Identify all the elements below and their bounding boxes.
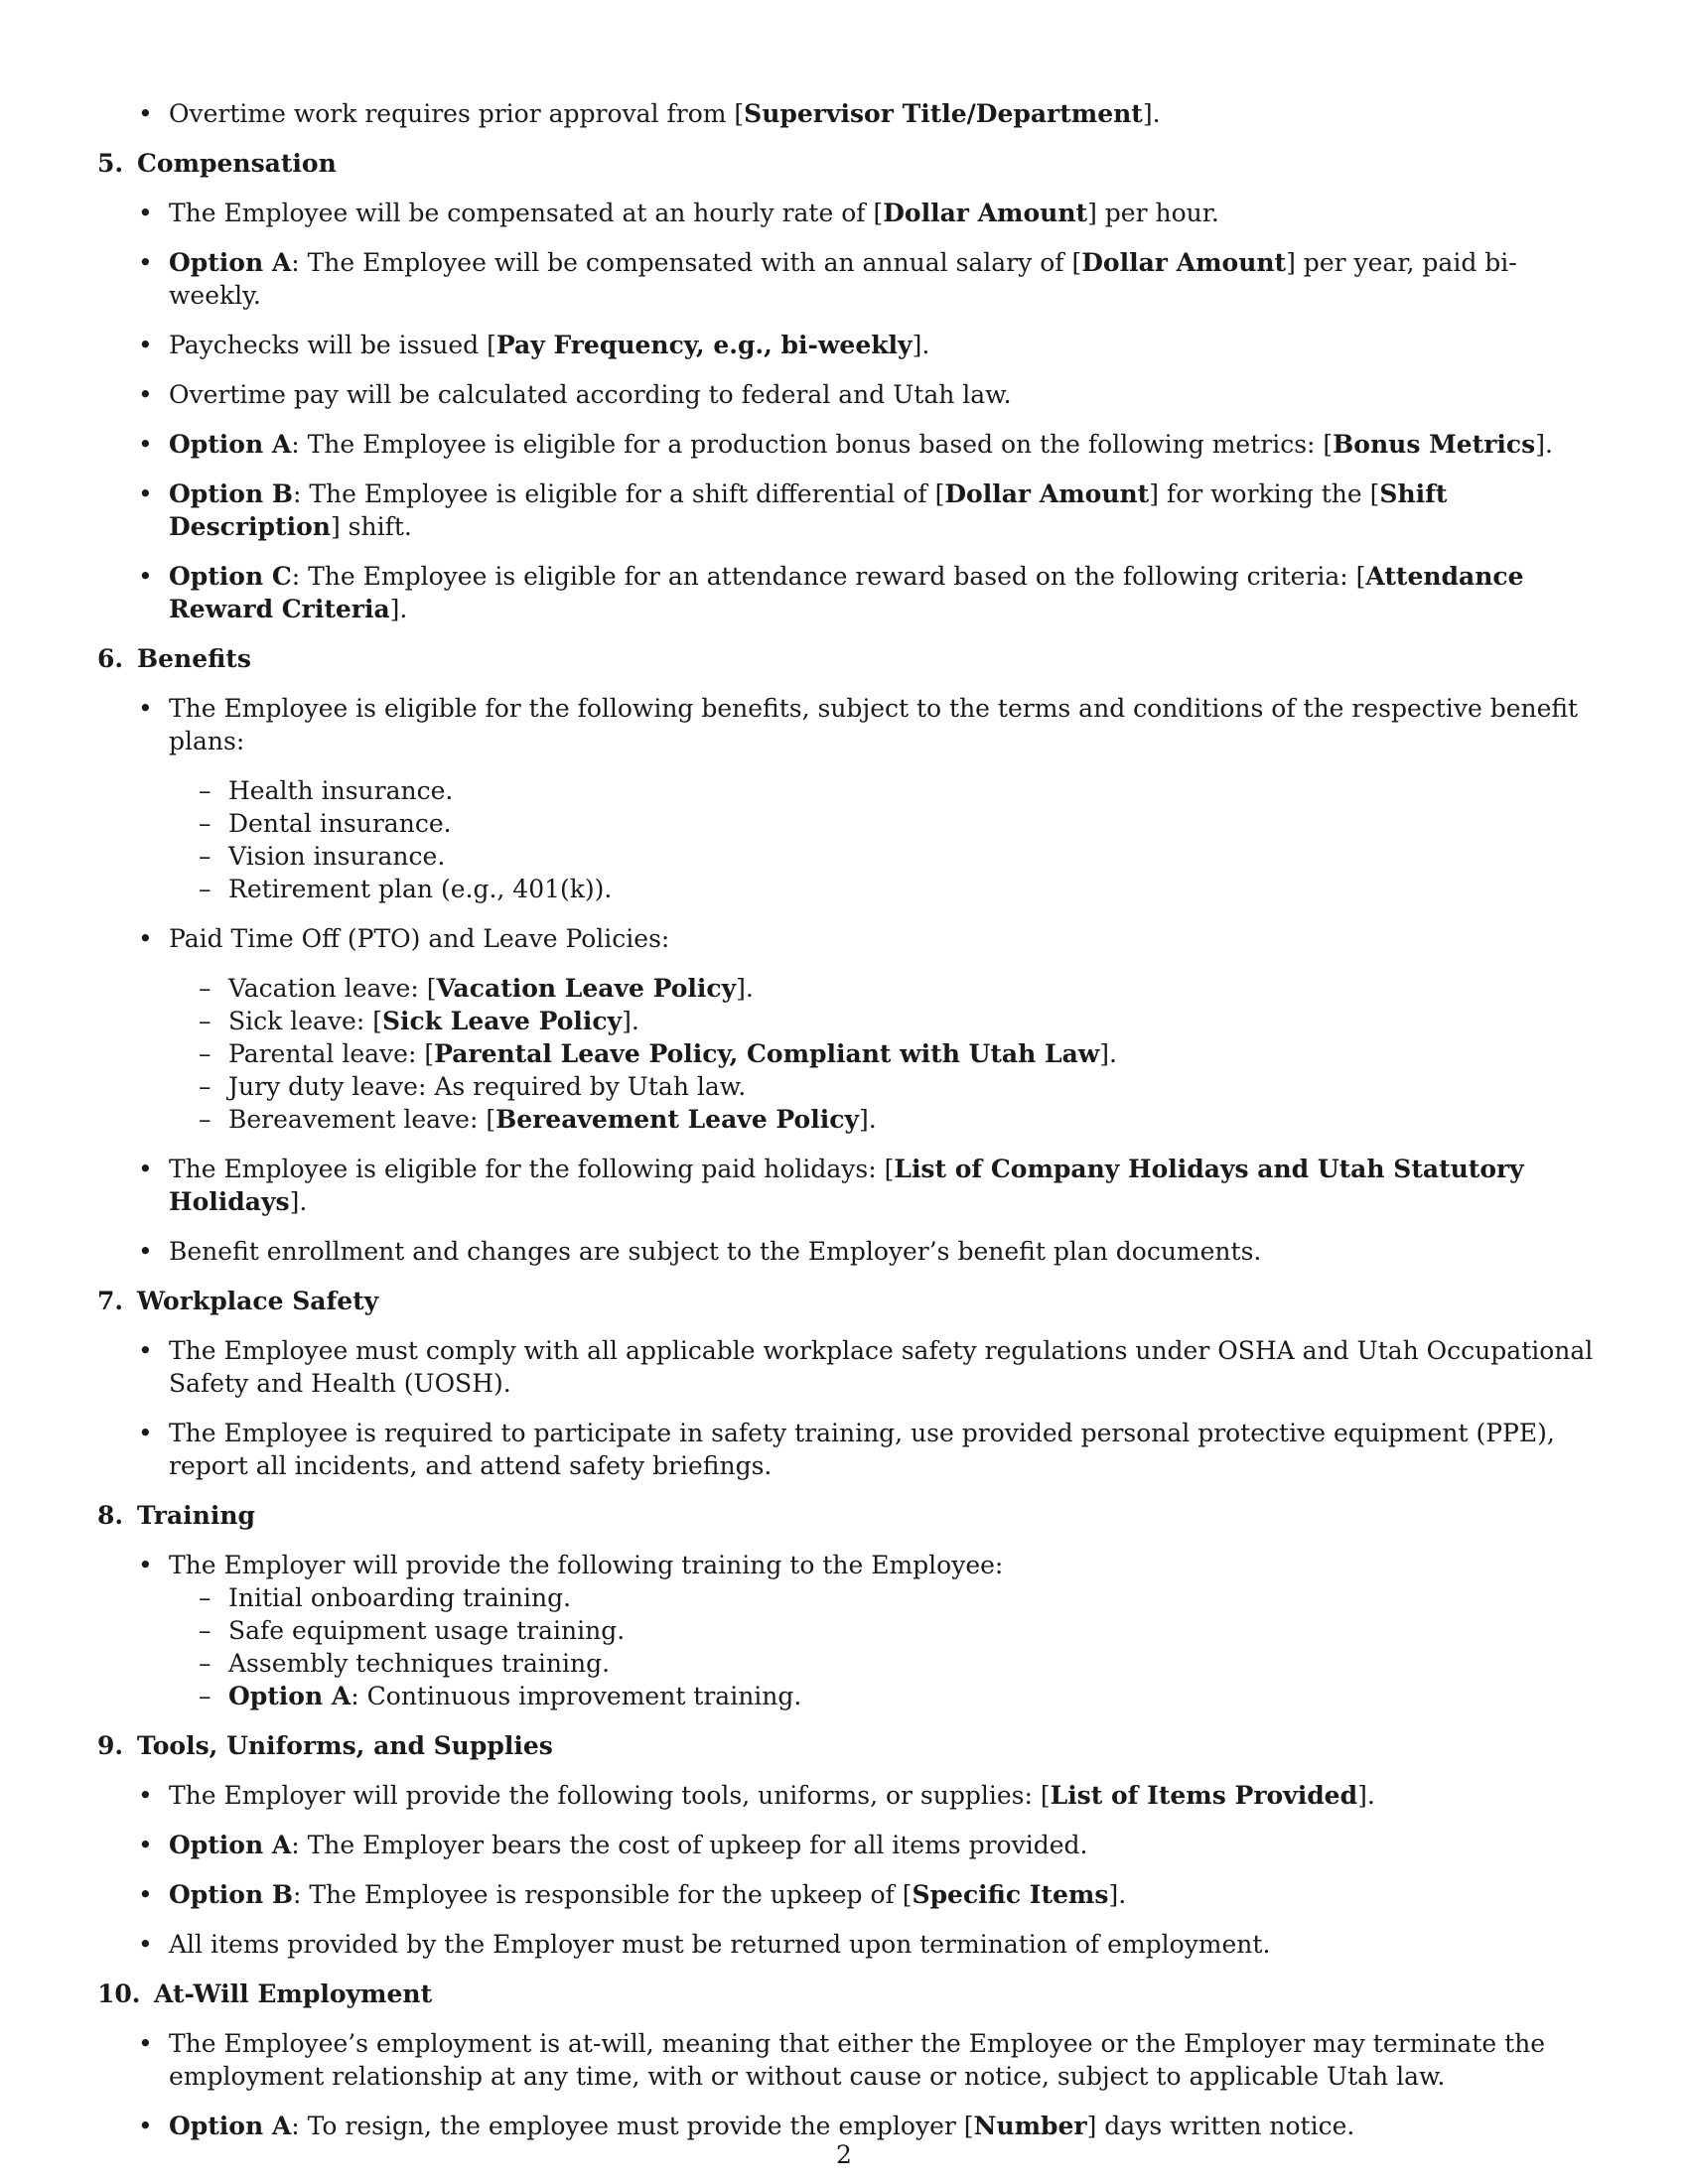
sub-list-item: – Initial onboarding training. xyxy=(169,1581,1597,1614)
list-item: • Overtime work requires prior approval from [Supervisor Title/Department]. xyxy=(97,97,1597,130)
page-number: 2 xyxy=(836,2140,852,2169)
sub-list-item: – Sick leave: [Sick Leave Policy]. xyxy=(169,1005,1597,1037)
training-sublist xyxy=(169,1581,1597,1712)
sub-list-item: – Assembly techniques training. xyxy=(169,1647,1597,1680)
list-item: • Option A: To resign, the employee must provide the employer [Number] days written notice. xyxy=(97,2110,1597,2142)
list-item: • All items provided by the Employer must be returned upon termination of employment. xyxy=(97,1928,1597,1961)
section-at-will xyxy=(97,1978,1597,2142)
section-training xyxy=(97,1499,1597,1712)
list-item: • The Employee is eligible for the following paid holidays: [List of Company Holidays and Utah Statutory Holidays]. xyxy=(97,1153,1597,1218)
list-item: • Option A: The Employee will be compensated with an annual salary of [Dollar Amount] per year, paid bi-weekly. xyxy=(97,246,1597,312)
overtime-list xyxy=(97,97,1597,130)
training-list xyxy=(97,1549,1597,1712)
list-item: • The Employee’s employment is at-will, meaning that either the Employee or the Employer may terminate the employment relationship at any time, with or without cause or notice, subject to applicable Utah law. xyxy=(97,2027,1597,2093)
list-item: • The Employee will be compensated at an hourly rate of [Dollar Amount] per hour. xyxy=(97,197,1597,229)
section-tools xyxy=(97,1729,1597,1961)
list-item: • The Employee is required to participate in safety training, use provided personal protective equipment (PPE), report all incidents, and attend safety briefings. xyxy=(97,1417,1597,1482)
compensation-list xyxy=(97,197,1597,625)
section-heading: 10. At-Will Employment xyxy=(97,1979,433,2008)
list-item: • Paychecks will be issued [Pay Frequency, e.g., bi-weekly]. xyxy=(97,329,1597,361)
benefits-list xyxy=(97,692,1597,1268)
sub-list-item: – Parental leave: [Parental Leave Policy, Compliant with Utah Law]. xyxy=(169,1037,1597,1070)
sub-list-item: – Vacation leave: [Vacation Leave Policy]. xyxy=(169,972,1597,1005)
section-heading: 5. Compensation xyxy=(97,149,337,178)
sub-list-item: – Retirement plan (e.g., 401(k)). xyxy=(169,873,1597,905)
list-item: • Option B: The Employee is responsible for the upkeep of [Specific Items]. xyxy=(97,1878,1597,1911)
document-body xyxy=(97,97,1597,2159)
section-heading: 7. Workplace Safety xyxy=(97,1287,379,1315)
list-item: • Benefit enrollment and changes are subject to the Employer’s benefit plan documents. xyxy=(97,1235,1597,1268)
list-item: • Option A: The Employee is eligible for a production bonus based on the following metrics: [Bonus Metrics]. xyxy=(97,428,1597,461)
sub-list-item: – Health insurance. xyxy=(169,774,1597,807)
list-item: • The Employee is eligible for the following benefits, subject to the terms and conditions of the respective benefit plans: – Health insurance. – Dental insurance. – Vision insurance. – Retirement plan (e.g., 401(k)). xyxy=(97,692,1597,905)
tools-list xyxy=(97,1779,1597,1961)
benefits-sublist xyxy=(169,774,1597,905)
list-item: • Option B: The Employee is eligible for a shift differential of [Dollar Amount] for working the [Shift Description] shift. xyxy=(97,478,1597,543)
at-will-list xyxy=(97,2027,1597,2142)
list-item: • The Employer will provide the following tools, uniforms, or supplies: [List of Items Provided]. xyxy=(97,1779,1597,1812)
section-compensation xyxy=(97,147,1597,625)
sub-list-item: – Safe equipment usage training. xyxy=(169,1614,1597,1647)
section-heading: 8. Training xyxy=(97,1501,255,1530)
section-heading: 9. Tools, Uniforms, and Supplies xyxy=(97,1731,553,1760)
list-item: • Paid Time Off (PTO) and Leave Policies: – Vacation leave: [Vacation Leave Policy]. – Sick leave: [Sick Leave Policy]. – Parental leave: [Parental Leave Policy, Compliant with Utah Law]. – Jury duty leave: As required by Utah law. – Bereavement leave: [Bereavement Leave Policy]. xyxy=(97,922,1597,1136)
sub-list-item: – Dental insurance. xyxy=(169,807,1597,840)
sub-list-item: – Vision insurance. xyxy=(169,840,1597,873)
list-item: • Option C: The Employee is eligible for an attendance reward based on the following criteria: [Attendance Reward Criteria]. xyxy=(97,560,1597,625)
sub-list-item: – Option A: Continuous improvement training. xyxy=(169,1680,1597,1712)
section-heading: 6. Benefits xyxy=(97,644,251,673)
list-item: • Overtime pay will be calculated according to federal and Utah law. xyxy=(97,378,1597,411)
list-item: • Option A: The Employer bears the cost of upkeep for all items provided. xyxy=(97,1829,1597,1861)
sub-list-item: – Jury duty leave: As required by Utah law. xyxy=(169,1070,1597,1103)
section-workplace-safety xyxy=(97,1285,1597,1482)
sub-list-item: – Bereavement leave: [Bereavement Leave Policy]. xyxy=(169,1103,1597,1136)
section-benefits xyxy=(97,642,1597,1268)
list-item: • The Employer will provide the following training to the Employee: – Initial onboarding training. – Safe equipment usage training. – Assembly techniques training. – Option A: Continuous improvement training. xyxy=(97,1549,1597,1712)
safety-list xyxy=(97,1334,1597,1482)
list-item: • The Employee must comply with all applicable workplace safety regulations under OSHA and Utah Occupational Safety and Health (UOSH). xyxy=(97,1334,1597,1400)
leave-sublist xyxy=(169,972,1597,1136)
